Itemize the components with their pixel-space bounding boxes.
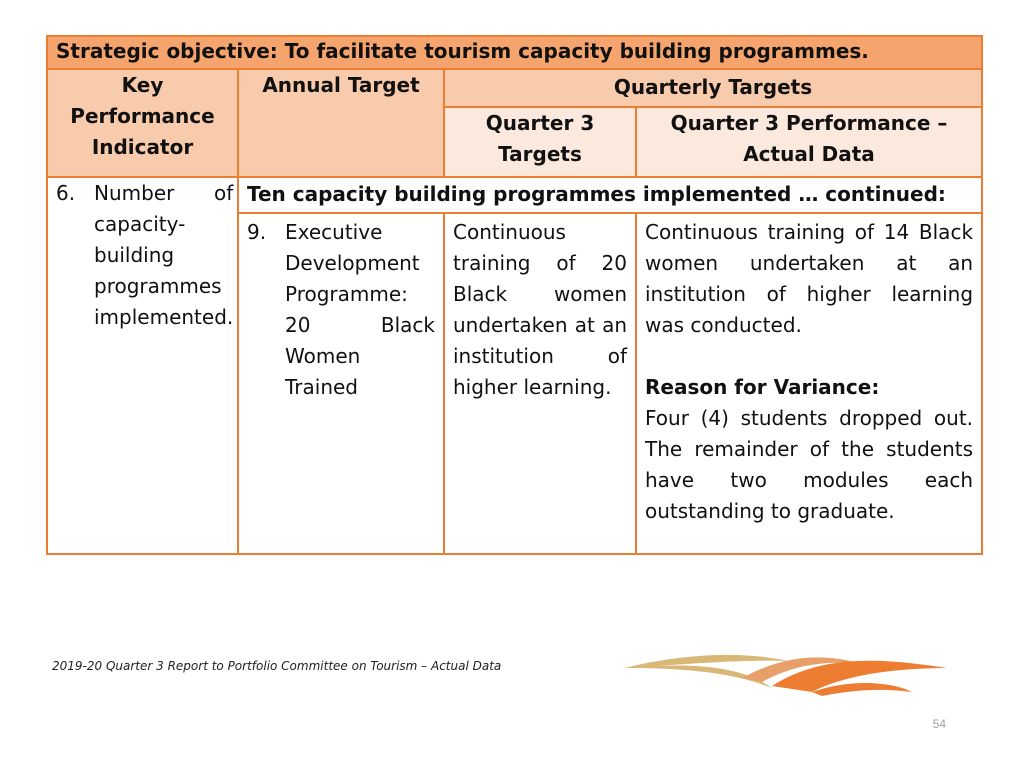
- kpi-number: 6.: [56, 181, 76, 205]
- item-number: 9.: [247, 220, 267, 244]
- kpi-cell: [47, 177, 238, 554]
- q3-actual-cell: [636, 213, 982, 554]
- header-quarterly-targets: Quarterly Targets: [444, 69, 982, 107]
- header-q3-actual: Quarter 3 Performance – Actual Data: [636, 107, 982, 177]
- subheading: Ten capacity building programmes implemented … continued:: [238, 177, 982, 213]
- page-number: 54: [932, 717, 946, 731]
- header-kpi: Key Performance Indicator: [47, 69, 238, 177]
- header-annual-target: Annual Target: [238, 69, 444, 177]
- performance-table: [46, 35, 983, 555]
- kpi-text: Number of capacity-building programmes implemented.: [94, 181, 234, 329]
- annual-target-text: Executive Development Programme: 20 Black Women Trained: [285, 220, 435, 399]
- variance-text: Four (4) students dropped out. The remainder of the students have two modules each outstanding to graduate.: [645, 406, 974, 523]
- swoosh-logo: [622, 648, 952, 700]
- variance-title: Reason for Variance:: [645, 375, 880, 399]
- q3-target-cell: [444, 213, 636, 554]
- q3-actual-text: Continuous training of 14 Black women undertaken at an institution of higher learning was conducted.: [645, 220, 974, 337]
- header-q3-targets: Quarter 3 Targets: [444, 107, 636, 177]
- strategic-objective: Strategic objective: To facilitate tourism capacity building programmes.: [47, 36, 982, 69]
- footer-caption: 2019-20 Quarter 3 Report to Portfolio Committee on Tourism – Actual Data: [52, 659, 502, 673]
- q3-target-text: Continuous training of 20 Black women undertaken at an institution of higher learning.: [453, 220, 627, 399]
- annual-target-cell: [238, 213, 444, 554]
